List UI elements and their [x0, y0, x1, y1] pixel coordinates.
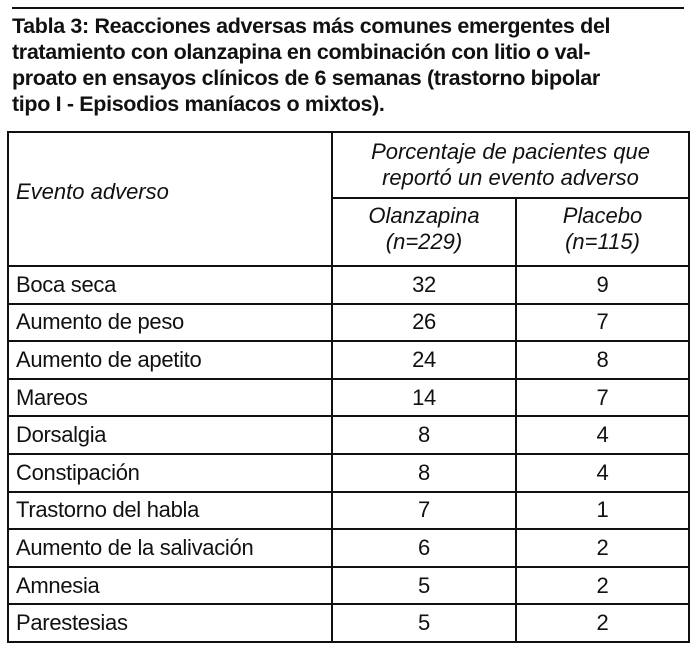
- olanzapina-cell: 26: [332, 304, 516, 342]
- event-cell: Dorsalgia: [8, 416, 332, 454]
- event-cell: Boca seca: [8, 266, 332, 304]
- table-row: [8, 492, 689, 530]
- header-percent-group: [332, 132, 689, 198]
- placebo-cell: 7: [516, 304, 689, 342]
- table-row: [8, 454, 689, 492]
- placebo-cell: 2: [516, 567, 689, 605]
- placebo-cell: 7: [516, 379, 689, 417]
- placebo-cell: 8: [516, 341, 689, 379]
- event-cell: Aumento de peso: [8, 304, 332, 342]
- caption-line: tipo I - Episodios maníacos o mixtos).: [12, 92, 385, 116]
- caption-line: tratamiento con olanzapina en combinación con litio o val-: [12, 40, 591, 64]
- table-row: [8, 416, 689, 454]
- table-row: [8, 304, 689, 342]
- event-cell: Mareos: [8, 379, 332, 417]
- placebo-cell: 1: [516, 492, 689, 530]
- event-cell: Aumento de apetito: [8, 341, 332, 379]
- header-placebo-n: (n=115): [565, 229, 640, 254]
- header-group-line: Porcentaje de pacientes que: [371, 139, 650, 164]
- event-cell: Constipación: [8, 454, 332, 492]
- header-olanzapina-n: (n=229): [385, 229, 463, 254]
- olanzapina-cell: 14: [332, 379, 516, 417]
- event-cell: Aumento de la salivación: [8, 529, 332, 567]
- header-event: Evento adverso: [8, 132, 332, 266]
- header-olanzapina-name: Olanzapina: [368, 203, 480, 228]
- header-placebo: [516, 198, 689, 266]
- table-row: [8, 266, 689, 304]
- olanzapina-cell: 24: [332, 341, 516, 379]
- caption-line: Tabla 3: Reacciones adversas más comunes emergentes del: [12, 14, 611, 38]
- header-group-line: reportó un evento adverso: [382, 165, 639, 190]
- olanzapina-cell: 8: [332, 454, 516, 492]
- table-row: [8, 341, 689, 379]
- table-row: [8, 604, 689, 642]
- adverse-reactions-table: [7, 131, 690, 643]
- table-row: [8, 567, 689, 605]
- placebo-cell: 4: [516, 454, 689, 492]
- placebo-cell: 2: [516, 529, 689, 567]
- olanzapina-cell: 6: [332, 529, 516, 567]
- olanzapina-cell: 7: [332, 492, 516, 530]
- table-row: [8, 529, 689, 567]
- table-row: [8, 379, 689, 417]
- olanzapina-cell: 5: [332, 604, 516, 642]
- olanzapina-cell: 32: [332, 266, 516, 304]
- table-caption: [12, 7, 684, 117]
- event-cell: Parestesias: [8, 604, 332, 642]
- placebo-cell: 9: [516, 266, 689, 304]
- olanzapina-cell: 5: [332, 567, 516, 605]
- olanzapina-cell: 8: [332, 416, 516, 454]
- header-olanzapina: [332, 198, 516, 266]
- caption-line: proato en ensayos clínicos de 6 semanas (trastorno bipolar: [12, 66, 600, 90]
- header-placebo-name: Placebo: [562, 203, 643, 228]
- placebo-cell: 2: [516, 604, 689, 642]
- event-cell: Trastorno del habla: [8, 492, 332, 530]
- event-cell: Amnesia: [8, 567, 332, 605]
- placebo-cell: 4: [516, 416, 689, 454]
